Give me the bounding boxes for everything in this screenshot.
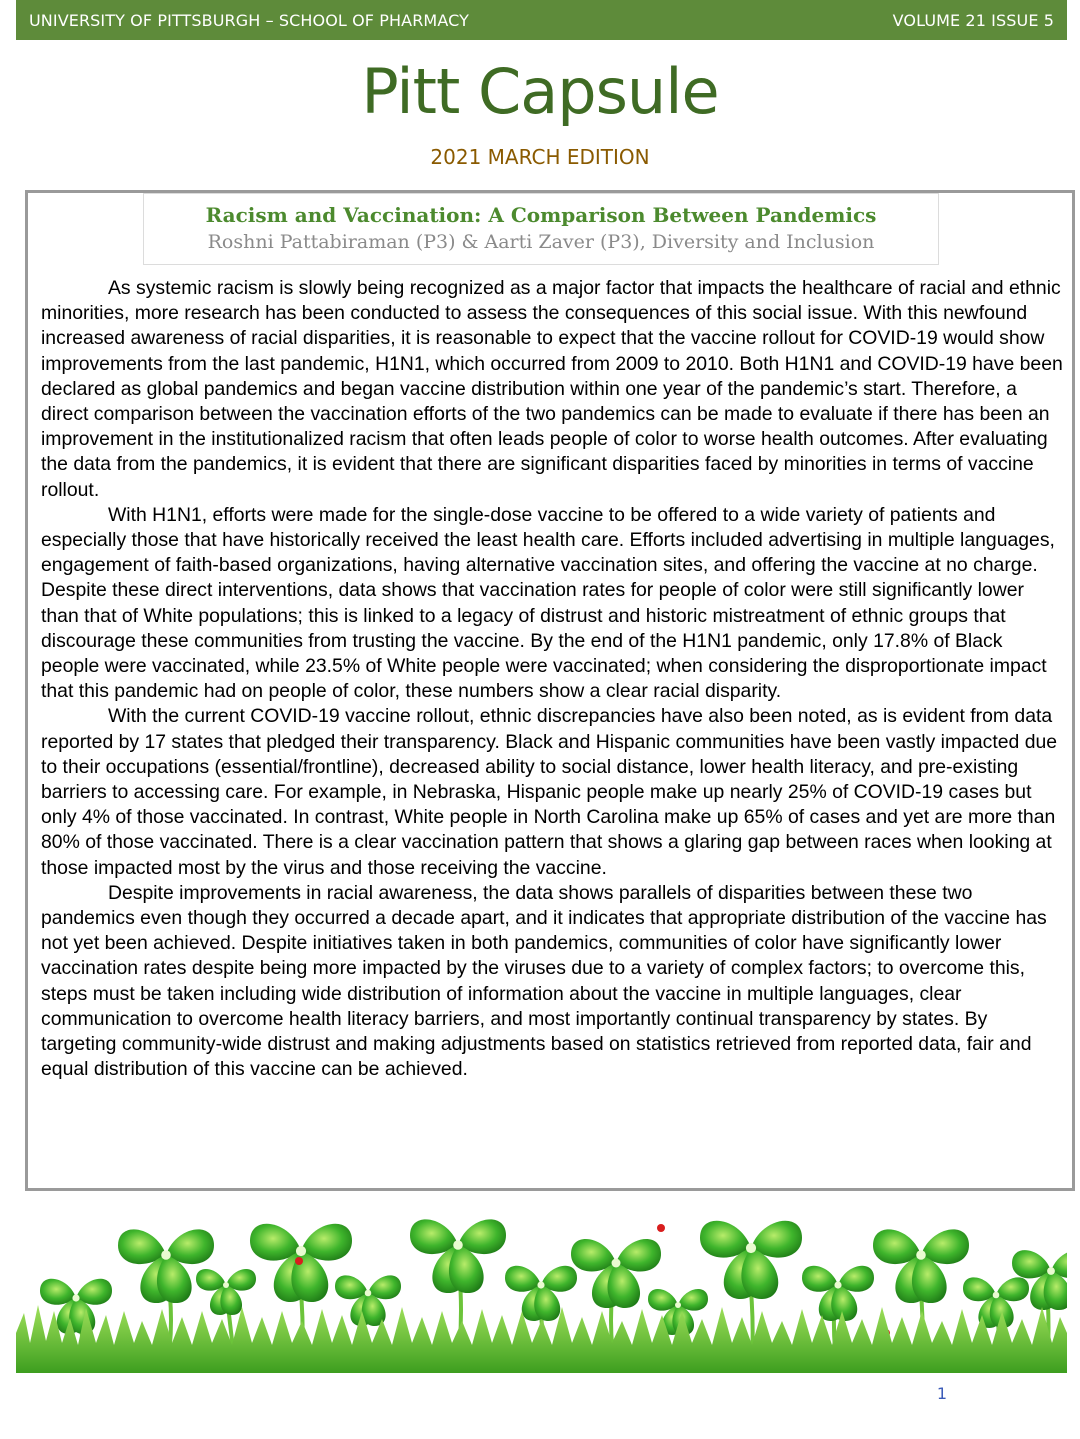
article-title: Racism and Vaccination: A Comparison Between Pandemics [205, 203, 877, 227]
header-right-text: VOLUME 21 ISSUE 5 [892, 10, 1054, 30]
article-paragraph: With H1N1, efforts were made for the single-dose vaccine to be offered to a wide variety of patients and especially those that have historically received the least health care. Efforts included advertising in multiple languages, engagement of faith-based organizations, having alternative vaccination sites, and offering the vaccine at no charge. Despite these direct interventions, data shows that vaccination rates for people of color were still significantly lower than that of White populations; this is linked to a legacy of distrust and historic mistreatment of ethnic groups that discourage these communities from trusting the vaccine. By the end of the H1N1 pandemic, only 17.8% of Black people were vaccinated, while 23.5% of White people were vaccinated; when considering the disproportionate impact that this pandemic had on people of color, these numbers show a clear racial disparity. [41, 503, 1055, 703]
article-byline: Roshni Pattabiraman (P3) & Aarti Zaver (P3), Diversity and Inclusion [207, 231, 875, 253]
article-paragraph: Despite improvements in racial awareness, the data shows parallels of disparities between these two pandemics even though they occurred a decade apart, and it indicates that appropriate distribution of the vaccine has not yet been achieved. Despite initiatives taken in both pandemics, communities of color have significantly lower vaccination rates despite being more impacted by the viruses due to a variety of complex factors; to overcome this, steps must be taken including wide distribution of information about the vaccine in multiple languages, clear communication to overcome health literacy barriers, and most importantly continual transparency by states. By targeting community-wide distrust and making adjustments based on statistics retrieved from reported data, fair and equal distribution of this vaccine can be achieved. [41, 881, 1047, 1081]
article-paragraph: With the current COVID-19 vaccine rollout, ethnic discrepancies have also been noted, as is evident from data reported by 17 states that pledged their transparency. Black and Hispanic communities have been vastly impacted due to their occupations (essential/frontline), decreased ability to social distance, lower health literacy, and pre-existing barriers to accessing care. For example, in Nebraska, Hispanic people make up nearly 25% of COVID-19 cases but only 4% of those vaccinated. In contrast, White people in North Carolina make up 65% of cases and yet are more than 80% of those vaccinated. There is a clear vaccination pattern that shows a glaring gap between races when looking at those impacted most by the virus and those receiving the vaccine. [41, 705, 1058, 879]
header-bar [16, 0, 1067, 40]
article-header [143, 193, 939, 265]
header-left-text: UNIVERSITY OF PITTSBURGH – SCHOOL OF PHARMACY [29, 10, 469, 30]
page-number: 1 [936, 1384, 948, 1403]
article-body [41, 276, 1063, 1083]
article-paragraph: As systemic racism is slowly being recognized as a major factor that impacts the healthcare of racial and ethnic minorities, more research has been conducted to assess the consequences of this social issue. With this newfound increased awareness of racial disparities, it is reasonable to expect that the vaccine rollout for COVID-19 would show improvements from the last pandemic, H1N1, which occurred from 2009 to 2010. Both H1N1 and COVID-19 have been declared as global pandemics and began vaccine distribution within one year of the pandemic’s start. Therefore, a direct comparison between the vaccination efforts of the two pandemics can be made to evaluate if there has been an improvement in the institutionalized racism that often leads people of color to worse health outcomes. After evaluating the data from the pandemics, it is evident that there are significant disparities faced by minorities in terms of vaccine rollout. [41, 277, 1063, 501]
clover-grass-icon [16, 1193, 1067, 1373]
clover-border-image [16, 1193, 1067, 1373]
masthead-title: Pitt Capsule [361, 55, 719, 128]
edition-label: 2021 MARCH EDITION [430, 145, 650, 169]
